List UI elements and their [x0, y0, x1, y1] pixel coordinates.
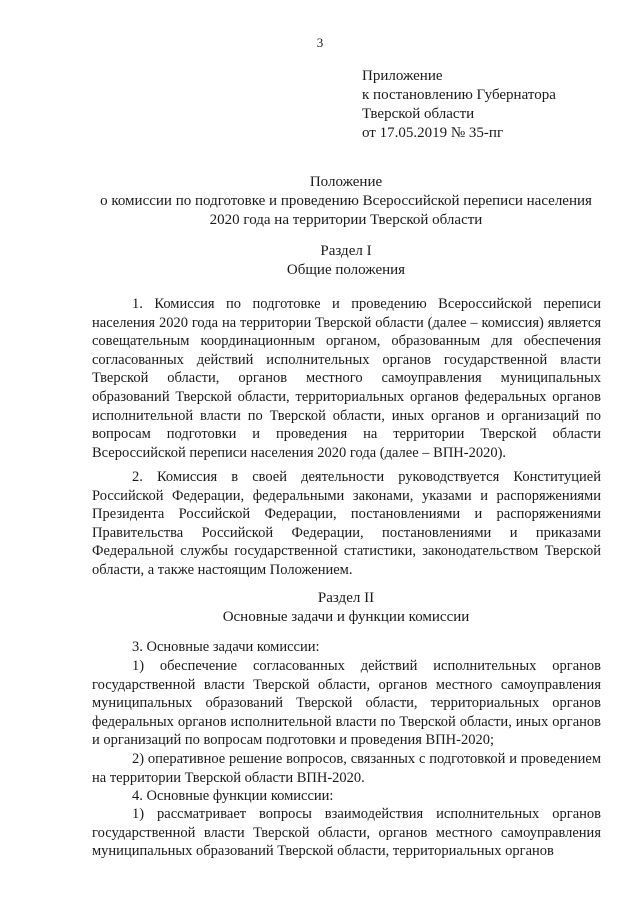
paragraph-3: 3. Основные задачи комиссии: — [132, 639, 320, 655]
section-heading: Раздел II — [317, 590, 375, 606]
title-line: Положение — [309, 174, 383, 190]
title-line: о комиссии по подготовке и проведению Всероссийской переписи населения — [100, 193, 592, 209]
paragraph-3-item-2: 2) оперативное решение вопросов, связанных с подготовкой и проведением на территории Тверской области ВПН-2020. — [92, 751, 601, 786]
paragraph-1: 1. Комиссия по подготовке и проведению Всероссийской переписи населения 2020 года на территории Тверской области (далее – комиссия) является совещательным координационным органом, образованным для обеспечения согласованных действий исполнительных органов государственной власти Тверской области, органов местного самоуправления муниципальных образований Тверской области, территориальных органов федеральных органов исполнительной власти по Тверской области, иных органов и организаций по вопросам подготовки и проведения на территории Тверской области Всероссийской переписи населения 2020 года (далее – ВПН-2020). — [92, 296, 601, 461]
page-number: 3 — [316, 35, 324, 50]
title-line: 2020 года на территории Тверской области — [209, 212, 483, 228]
paragraph-2: 2. Комиссия в своей деятельности руководствуется Конституцией Российской Федерации, федеральными законами, указами и распоряжениями Президента Российской Федерации, постановлениями и распоряжениями Правительства Российской Федерации, постановлениями и приказами Федеральной службы государственной статистики, законодательством Тверской области, а также настоящим Положением. — [92, 469, 601, 578]
section-subheading: Основные задачи и функции комиссии — [222, 609, 470, 625]
section-2-heading — [90, 589, 602, 627]
section-subheading: Общие положения — [286, 262, 406, 278]
appendix-line: Приложение — [362, 68, 443, 84]
appendix-line: Тверской области — [362, 106, 475, 122]
section-heading: Раздел I — [320, 243, 372, 259]
paragraph-4-item-1: 1) рассматривает вопросы взаимодействия исполнительных органов государственной власти Тверской области, органов местного самоуправления муниципальных образований Тверской области, территориальных органов — [92, 806, 601, 860]
document-title — [90, 173, 602, 230]
appendix-header — [362, 67, 556, 143]
appendix-line: от 17.05.2019 № 35-пг — [362, 125, 504, 141]
paragraph-3-item-1: 1) обеспечение согласованных действий исполнительных органов государственной власти Тверской области, органов местного самоуправления муниципальных образований Тверской области, территориальных органов федеральных органов исполнительной власти по Тверской области, иных органов и организаций по вопросам подготовки и проведения ВПН-2020; — [92, 658, 601, 749]
appendix-line: к постановлению Губернатора — [362, 87, 556, 103]
paragraph-4: 4. Основные функции комиссии: — [132, 788, 334, 804]
section-1-heading — [90, 242, 602, 280]
